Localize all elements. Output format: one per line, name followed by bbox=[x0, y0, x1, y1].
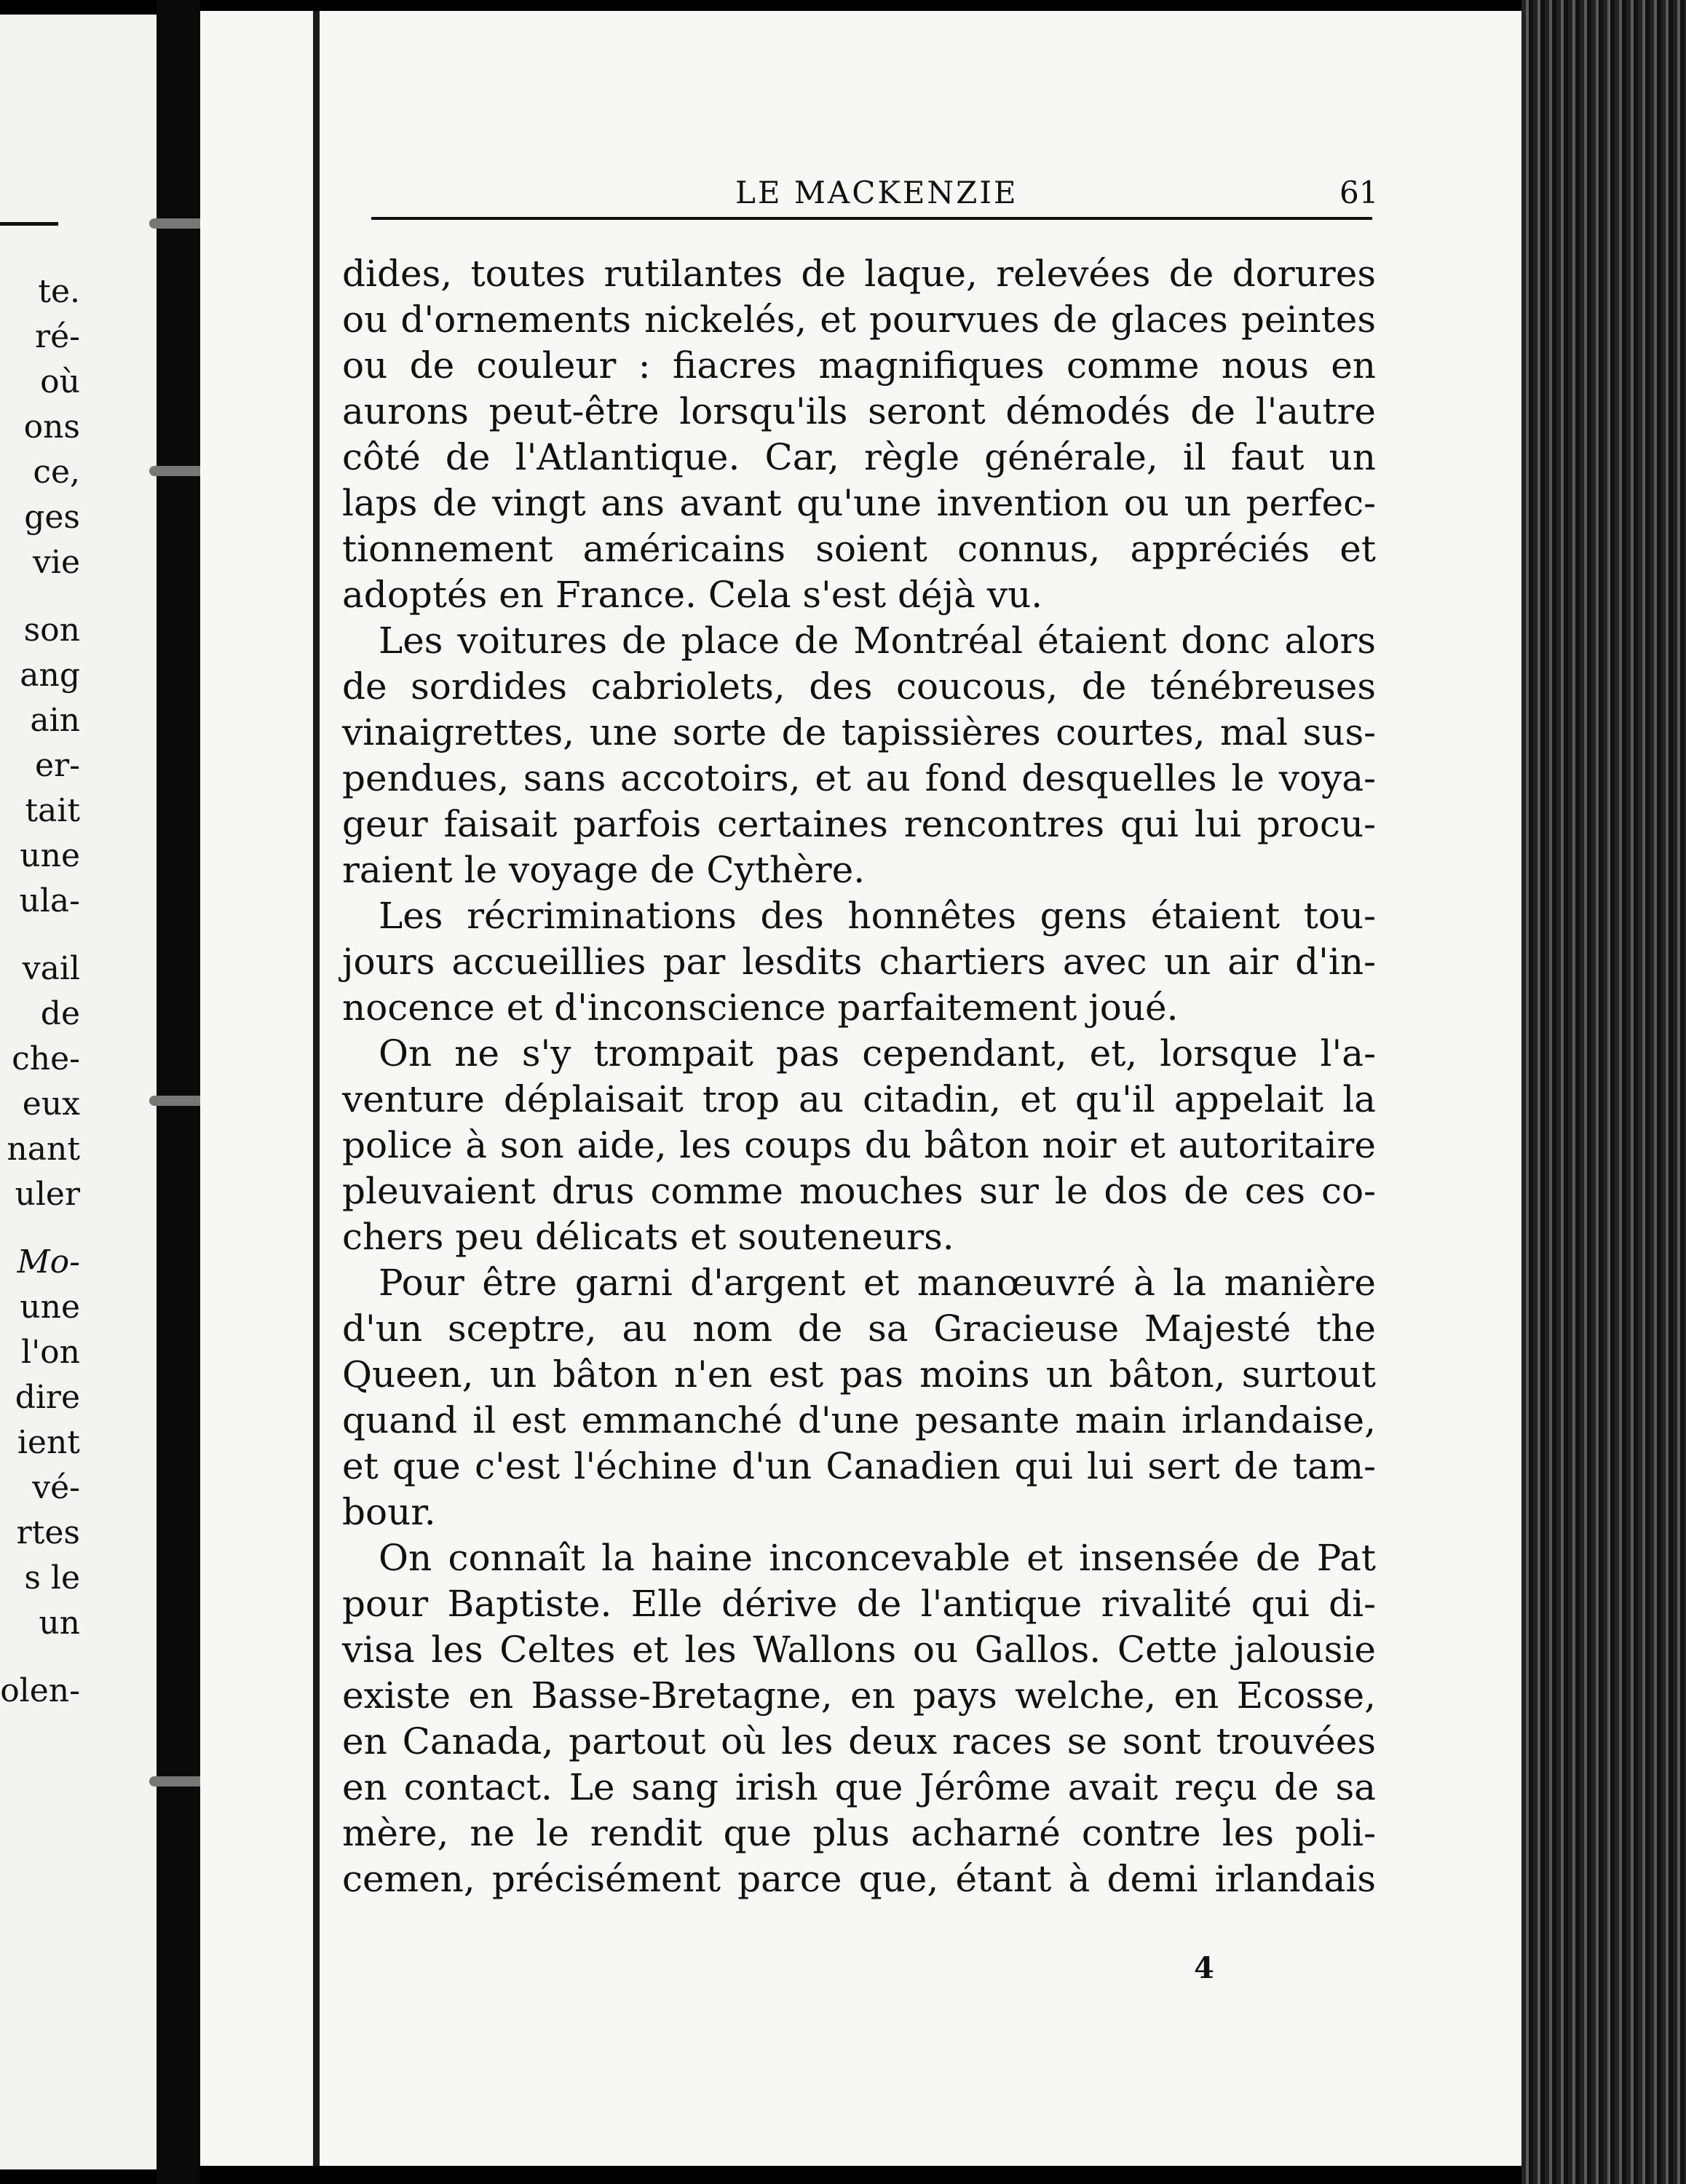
text-line: ou d'ornements nickelés, et pourvues de glaces peintes bbox=[342, 298, 1376, 341]
text-line: pleuvaient drus comme mouches sur le dos de ces co- bbox=[342, 1170, 1376, 1212]
text-line: ou de couleur : fiacres magnifiques comme nous en bbox=[342, 344, 1376, 387]
left-page-fragment: son bbox=[23, 612, 80, 649]
left-page-fragment: tait bbox=[25, 792, 80, 829]
left-page-fragment: ang bbox=[20, 657, 80, 694]
left-page-fragment: vie bbox=[33, 544, 80, 581]
signature-mark: 4 bbox=[1194, 1951, 1214, 1985]
text-line: nocence et d'inconscience parfaitement joué. bbox=[342, 986, 1179, 1029]
left-page-fragment bbox=[0, 1646, 80, 1669]
left-page-fragment: ges bbox=[24, 499, 80, 536]
text-line: adoptés en France. Cela s'est déjà vu. bbox=[342, 574, 1043, 616]
left-page-fragment: Mo- bbox=[17, 1243, 80, 1281]
left-page-fragment: ré- bbox=[35, 318, 80, 355]
text-line: jours accueillies par lesdits chartiers avec un air d'in- bbox=[342, 941, 1376, 983]
text-line: Queen, un bâton n'en est pas moins un bâton, surtout bbox=[342, 1353, 1376, 1396]
text-line: aurons peut-être lorsqu'ils seront démodés de l'autre bbox=[342, 390, 1376, 432]
left-page-fragment: uler bbox=[15, 1176, 80, 1213]
text-line: On connaît la haine inconcevable et insensée de Pat bbox=[379, 1537, 1376, 1579]
left-page-fragment: ient bbox=[17, 1424, 80, 1461]
left-page-fragment: une bbox=[20, 1289, 80, 1326]
text-line: et que c'est l'échine d'un Canadien qui lui sert de tam- bbox=[342, 1445, 1376, 1487]
left-page-fragment: où bbox=[40, 363, 80, 400]
left-page-fragment: dire bbox=[15, 1379, 80, 1416]
text-line: cemen, précisément parce que, étant à demi irlandais bbox=[342, 1858, 1376, 1900]
text-line: bour. bbox=[342, 1491, 436, 1533]
left-page-fragment: eux bbox=[22, 1085, 80, 1123]
left-page-fragment: vé- bbox=[32, 1469, 80, 1506]
header-rule bbox=[371, 217, 1372, 220]
left-page-fragment: s le bbox=[24, 1559, 80, 1597]
text-line: en Canada, partout où les deux races se sont trouvées bbox=[342, 1720, 1376, 1762]
text-line: police à son aide, les coups du bâton noir et autoritaire bbox=[342, 1124, 1376, 1166]
text-line: côté de l'Atlantique. Car, règle générale, il faut un bbox=[342, 436, 1376, 478]
text-line: Les voitures de place de Montréal étaient donc alors bbox=[379, 620, 1376, 662]
text-line: pour Baptiste. Elle dérive de l'antique rivalité qui di- bbox=[342, 1583, 1376, 1625]
left-page-fragment: vail bbox=[22, 950, 80, 987]
left-page-text-fragments bbox=[0, 269, 80, 1714]
text-line: laps de vingt ans avant qu'une invention ou un perfec- bbox=[342, 482, 1376, 524]
text-line: chers peu délicats et souteneurs. bbox=[342, 1216, 954, 1258]
left-page-fragment: ain bbox=[30, 702, 80, 739]
left-page-fragment: olen- bbox=[0, 1672, 80, 1709]
text-line: venture déplaisait trop au citadin, et qu'il appelait la bbox=[342, 1078, 1376, 1120]
left-page-fragment bbox=[0, 924, 80, 946]
page-number: 61 bbox=[1339, 175, 1379, 210]
left-page-fragment: une bbox=[20, 837, 80, 874]
text-line: en contact. Le sang irish que Jérôme avait reçu de sa bbox=[342, 1766, 1376, 1808]
left-page-header-rule bbox=[0, 222, 58, 226]
book-gutter bbox=[157, 0, 200, 2184]
text-line: d'un sceptre, au nom de sa Gracieuse Majesté the bbox=[342, 1307, 1376, 1350]
text-line: quand il est emmanché d'une pesante main irlandaise, bbox=[342, 1399, 1376, 1441]
body-text bbox=[342, 251, 1376, 1902]
left-page-fragment: te. bbox=[38, 273, 80, 310]
left-page-fragment: er- bbox=[35, 747, 80, 784]
left-page-fragment: rtes bbox=[16, 1514, 80, 1551]
text-line: geur faisait parfois certaines rencontres qui lui procu- bbox=[342, 803, 1376, 845]
left-page-fragment: l'on bbox=[21, 1334, 80, 1371]
left-page-fragment bbox=[0, 1217, 80, 1240]
text-line: tionnement américains soient connus, appréciés et bbox=[342, 528, 1376, 570]
text-line: visa les Celtes et les Wallons ou Gallos. Cette jalousie bbox=[342, 1629, 1376, 1671]
text-line: raient le voyage de Cythère. bbox=[342, 849, 866, 891]
left-page-fragment: un bbox=[39, 1605, 80, 1642]
left-page-fragment bbox=[0, 585, 80, 608]
text-line: dides, toutes rutilantes de laque, relevées de dorures bbox=[342, 253, 1376, 295]
left-page-fragment: ula- bbox=[19, 882, 80, 919]
text-line: vinaigrettes, une sorte de tapissières courtes, mal sus- bbox=[342, 711, 1376, 753]
left-page-fragment: che- bbox=[12, 1040, 80, 1077]
page-fold-line bbox=[313, 11, 320, 2166]
text-line: mère, ne le rendit que plus acharné contre les poli- bbox=[342, 1812, 1376, 1854]
text-line: de sordides cabriolets, des coucous, de ténébreuses bbox=[342, 665, 1376, 708]
page-edges bbox=[1521, 0, 1686, 2184]
text-line: Pour être garni d'argent et manœuvré à la manière bbox=[379, 1262, 1376, 1304]
text-line: pendues, sans accotoirs, et au fond desquelles le voya- bbox=[342, 757, 1376, 799]
left-page-fragment: ce, bbox=[33, 454, 80, 491]
left-page-fragment: ons bbox=[23, 408, 80, 446]
left-facing-page bbox=[0, 15, 157, 2169]
running-head: LE MACKENZIE bbox=[735, 175, 1018, 210]
text-line: existe en Basse-Bretagne, en pays welche, en Ecosse, bbox=[342, 1674, 1376, 1717]
left-page-fragment: de bbox=[40, 995, 80, 1032]
left-page-fragment: nant bbox=[7, 1131, 80, 1168]
text-line: Les récriminations des honnêtes gens étaient tou- bbox=[379, 895, 1376, 937]
text-line: On ne s'y trompait pas cependant, et, lorsque l'a- bbox=[379, 1032, 1376, 1075]
